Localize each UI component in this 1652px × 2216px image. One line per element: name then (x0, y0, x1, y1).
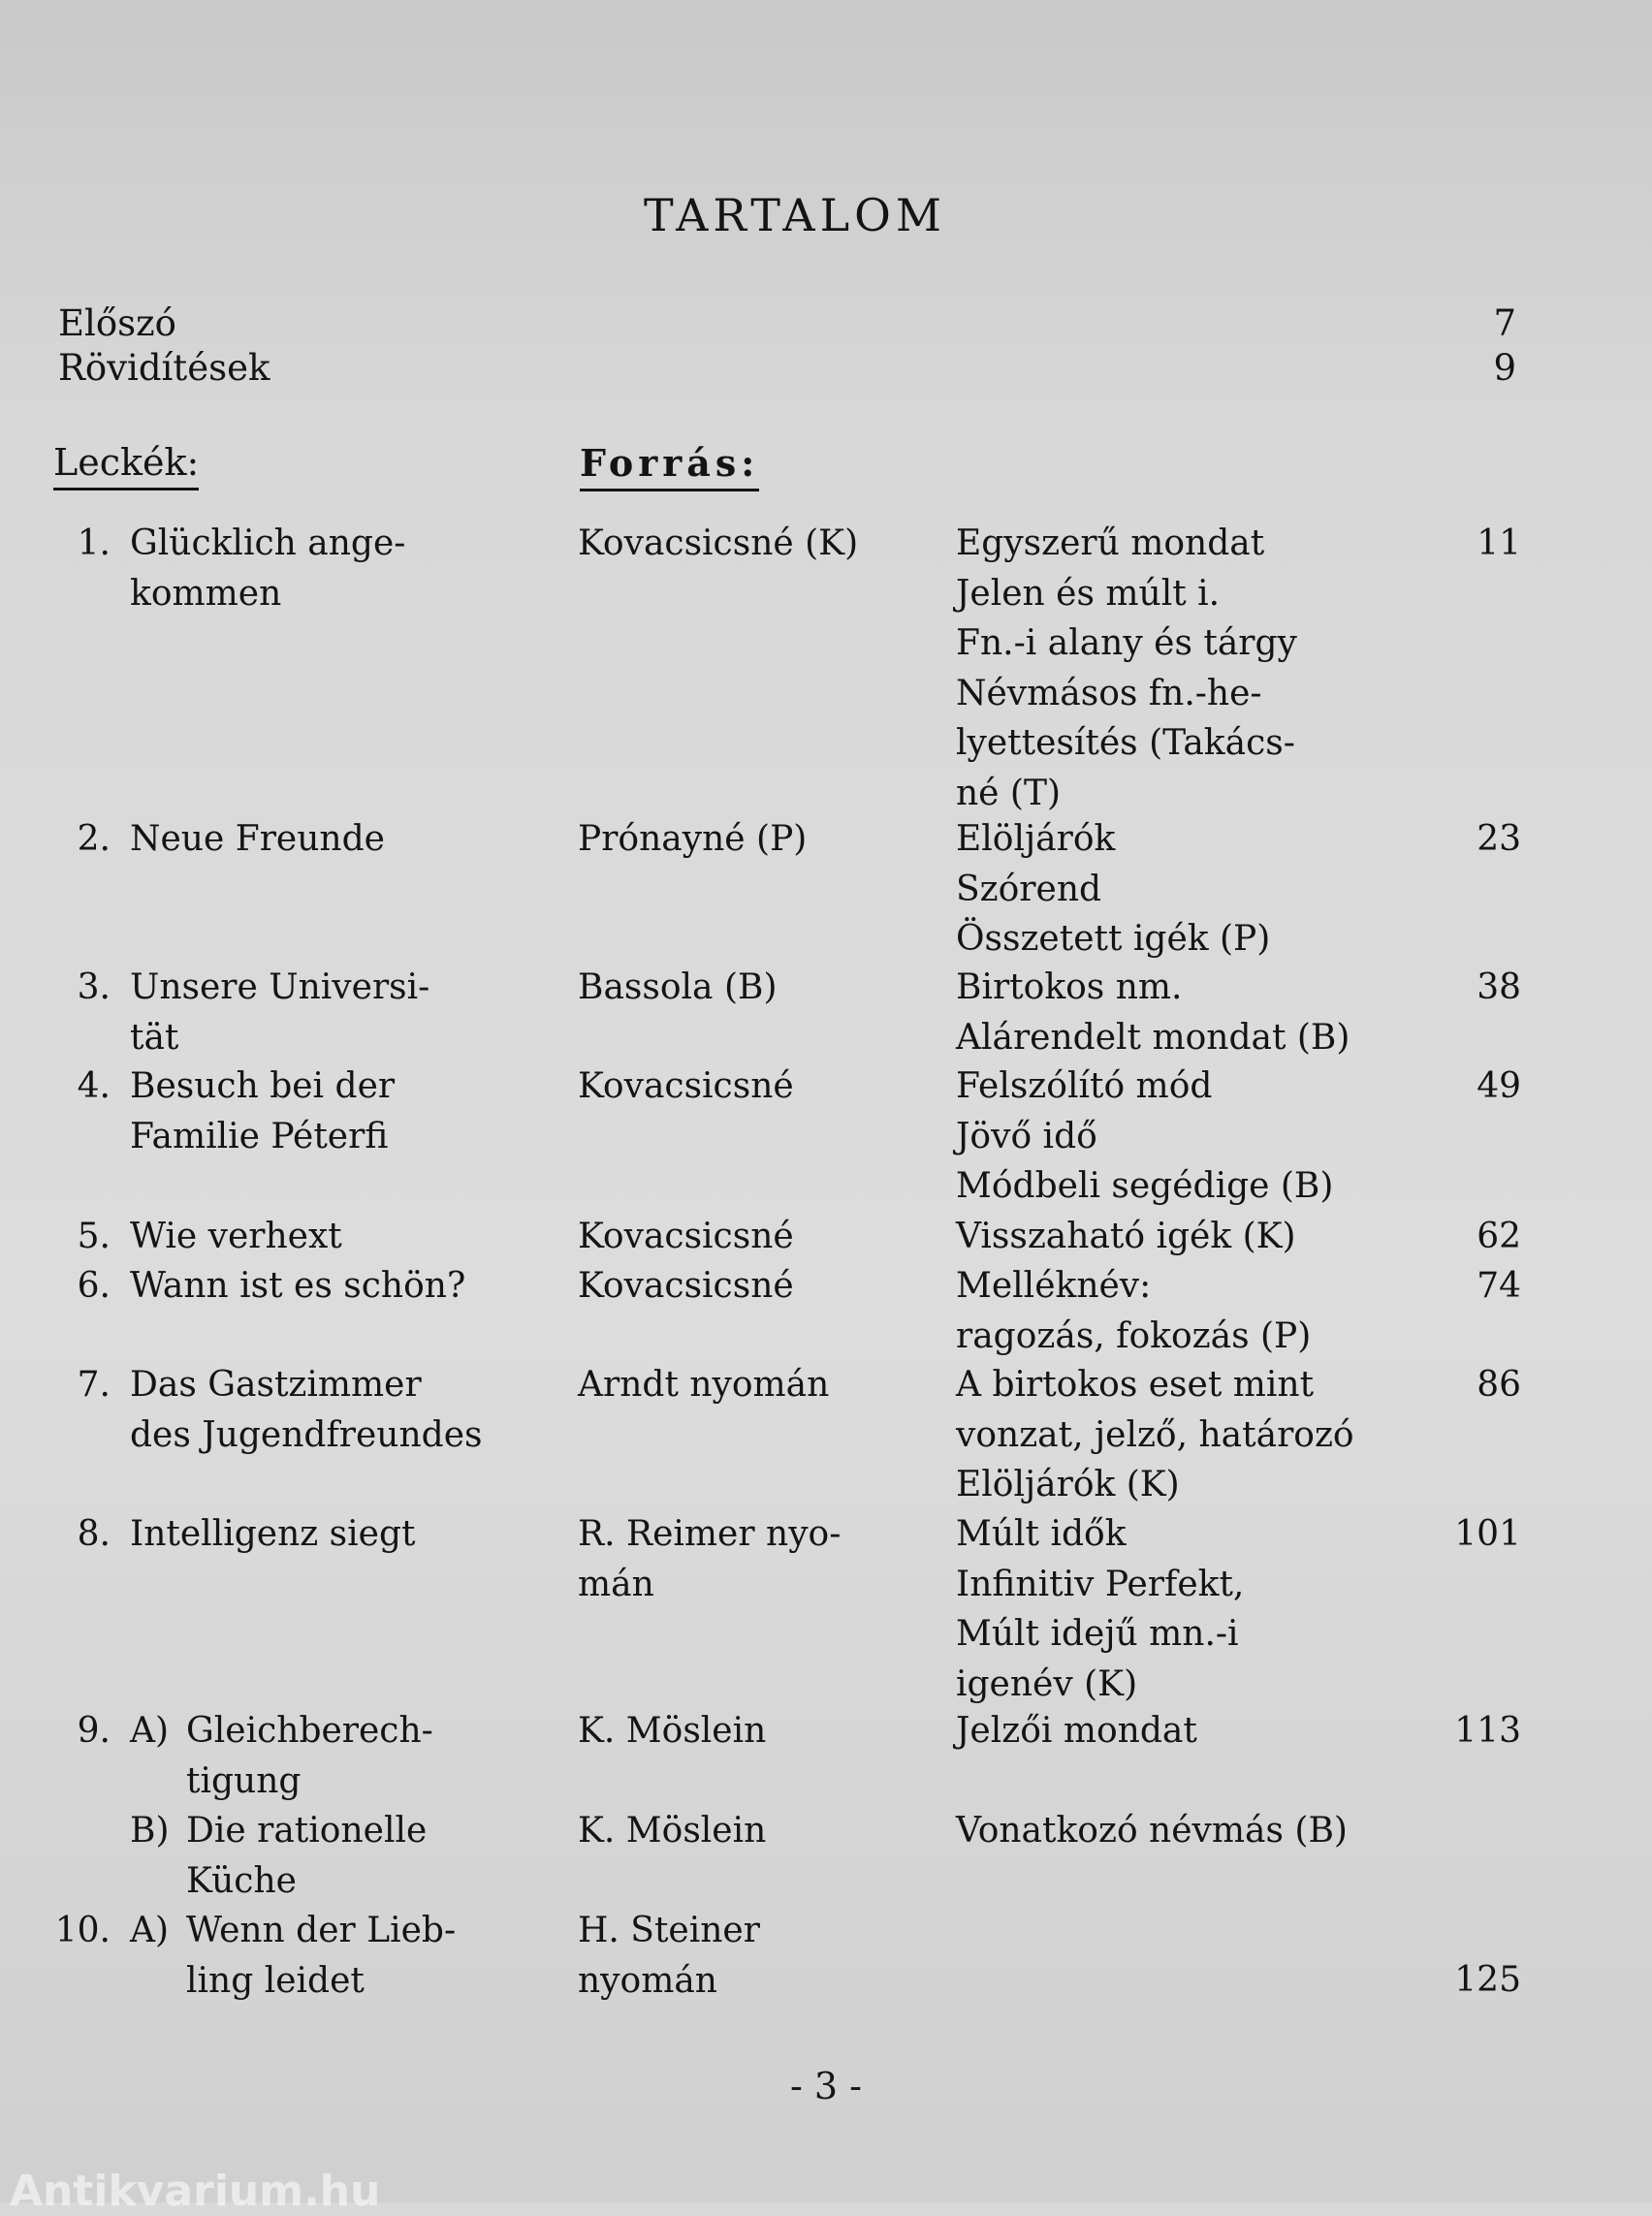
entry-source: Arndt nyomán (578, 1365, 830, 1405)
entry-number: 6. (77, 1266, 111, 1306)
entry-title: Intelligenz siegt (130, 1514, 416, 1554)
entry-source: K. Möslein (578, 1811, 767, 1851)
entry-grammar: Melléknév: ragozás, fokozás (P) (956, 1266, 1312, 1356)
lessons-header: Leckék: (53, 441, 199, 484)
entry-title: Besuch bei der Familie Péterfi (130, 1066, 396, 1156)
entry-grammar: Visszaható igék (K) (956, 1217, 1296, 1256)
entry-source: H. Steiner nyomán (578, 1911, 760, 2001)
entry-grammar: Jelzői mondat (956, 1711, 1197, 1751)
entry-number: 3. (77, 967, 111, 1007)
front-item-page: 9 (1493, 347, 1516, 389)
page-title: TARTALOM (644, 189, 946, 241)
entry-source: Kovacsicsné (K) (578, 523, 859, 563)
entry-title: Wenn der Lieb- ling leidet (186, 1911, 457, 2001)
entry-page: 125 (1454, 1960, 1521, 2000)
watermark: Antikvarium.hu (10, 2167, 381, 2216)
entry-title: Glücklich ange- kommen (130, 523, 406, 614)
entry-number: 4. (77, 1066, 111, 1106)
entry-source: Kovacsicsné (578, 1217, 794, 1256)
entry-page: 62 (1477, 1217, 1521, 1256)
entry-source: K. Möslein (578, 1711, 767, 1751)
entry-title: Das Gastzimmer des Jugendfreundes (130, 1365, 483, 1455)
source-header: Forrás: (580, 441, 759, 485)
entry-number: 8. (77, 1514, 111, 1554)
entry-grammar: A birtokos eset mint vonzat, jelző, határozó Elöljárók (K) (956, 1365, 1354, 1504)
entry-number: 5. (77, 1217, 111, 1256)
entry-letter: A) (130, 1711, 170, 1751)
entry-title: Die rationelle Küche (186, 1811, 428, 1901)
front-item-label: Rövidítések (58, 347, 270, 389)
entry-title: Gleichberech- tigung (186, 1711, 433, 1801)
entry-grammar: Felszólító mód Jövő idő Módbeli segédige (B) (956, 1066, 1334, 1206)
entry-page: 113 (1454, 1711, 1521, 1751)
entry-page: 38 (1477, 967, 1521, 1007)
entry-title: Unsere Universi- tät (130, 967, 430, 1058)
entry-letter: A) (130, 1911, 170, 1950)
front-item-label: Előszó (58, 302, 176, 344)
entry-number: 1. (77, 523, 111, 563)
entry-grammar: Múlt idők Infinitiv Perfekt, Múlt idejű mn.-i igenév (K) (956, 1514, 1245, 1704)
entry-source: Kovacsicsné (578, 1066, 794, 1106)
entry-title: Neue Freunde (130, 819, 385, 859)
entry-letter: B) (130, 1811, 170, 1851)
entry-number: 9. (77, 1711, 111, 1751)
entry-source: R. Reimer nyo- mán (578, 1514, 842, 1604)
entry-number: 10. (54, 1911, 111, 1950)
entry-page: 86 (1477, 1365, 1521, 1405)
entry-grammar: Elöljárók Szórend Összetett igék (P) (956, 819, 1271, 959)
front-item-page: 7 (1493, 302, 1516, 344)
entry-source: Bassola (B) (578, 967, 778, 1007)
entry-page: 11 (1477, 523, 1521, 563)
entry-page: 23 (1477, 819, 1521, 859)
entry-page: 74 (1477, 1266, 1521, 1306)
entry-grammar: Vonatkozó névmás (B) (956, 1811, 1348, 1851)
entry-grammar: Egyszerű mondat Jelen és múlt i. Fn.-i alany és tárgy Névmásos fn.-he- lyettesítés (Takács- né (T) (956, 523, 1297, 813)
page-number-footer: - 3 - (789, 2065, 862, 2107)
entry-title: Wann ist es schön? (130, 1266, 466, 1306)
entry-grammar: Birtokos nm. Alárendelt mondat (B) (956, 967, 1350, 1058)
entry-source: Prónayné (P) (578, 819, 808, 859)
entry-source: Kovacsicsné (578, 1266, 794, 1306)
entry-page: 101 (1454, 1514, 1521, 1554)
entry-number: 2. (77, 819, 111, 859)
entry-number: 7. (77, 1365, 111, 1405)
entry-page: 49 (1477, 1066, 1521, 1106)
entry-title: Wie verhext (130, 1217, 342, 1256)
